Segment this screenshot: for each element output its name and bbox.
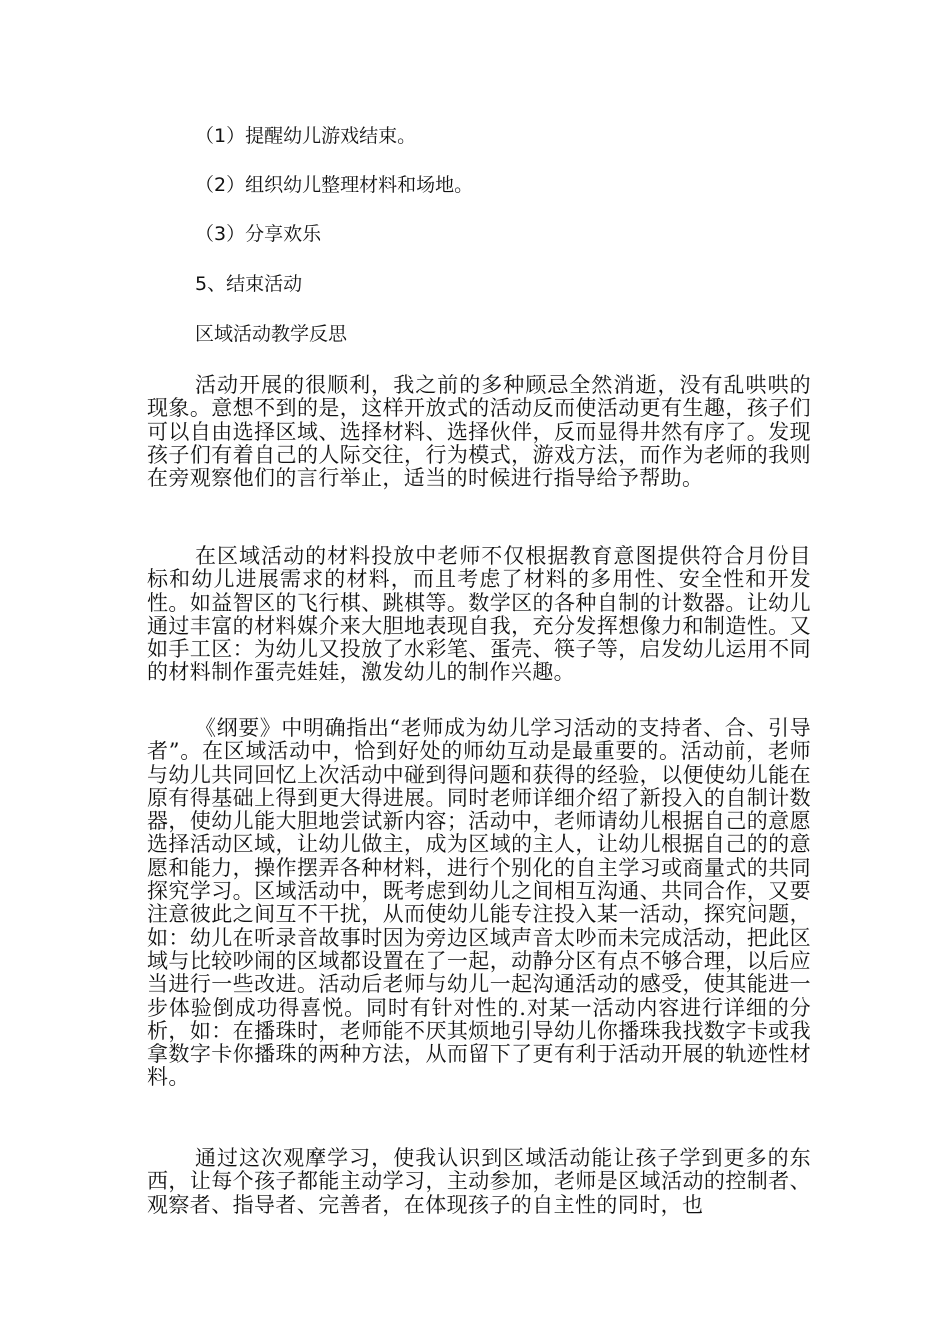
step-end-activity: 5、结束活动 [195,273,303,295]
section-heading-reflection: 区域活动教学反思 [195,323,348,345]
step-organize-materials: （2）组织幼儿整理材料和场地。 [195,174,474,196]
step-remind-end: （1）提醒幼儿游戏结束。 [195,125,417,147]
step-share-joy: （3）分享欢乐 [195,223,322,245]
paragraph-guideline-interaction: 《纲要》中明确指出“老师成为幼儿学习活动的支持者、合、引导者”。在区域活动中，恰到好处的师幼互动是最重要的。活动前，老师与幼儿共同回忆上次活动中碰到得问题和获得的经验，以便使幼儿能在原有得基础上得到更大得进展。同时老师详细介绍了新投入的自制计数器，使幼儿能大胆地尝试新内容；活动中，老师请幼儿根据自己的意愿选择活动区域，让幼儿做主，成为区域的主人，让幼儿根据自己的的意愿和能力，操作摆弄各种材料，进行个别化的自主学习或商量式的共同探究学习。区域活动中，既考虑到幼儿之间相互沟通、共同合作，又要注意彼此之间互不干扰，从而使幼儿能专注投入某一活动，探究问题，如：幼儿在听录音故事时因为旁边区域声音太吵而未完成活动，把此区域与比较吵闹的区域都设置在了一起，动静分区有点不够合理，以后应当进行一些改进。活动后老师与幼儿一起沟通活动的感受，使其能进一步体验倒成功得喜悦。同时有针对性的.对某一活动内容进行详细的分析，如：在播珠时，老师能不厌其烦地引导幼儿你播珠我找数字卡或我拿数字卡你播珠的两种方法，从而留下了更有利于活动开展的轨迹性材料。 [147,716,811,1090]
paragraph-activity-smooth: 活动开展的很顺利，我之前的多种顾忌全然消逝，没有乱哄哄的现象。意想不到的是，这样开放式的活动反而使活动更有生趣，孩子们可以自由选择区域、选择材料、选择伙伴，反而显得井然有序了。发现孩子们有着自己的人际交往，行为模式，游戏方法，而作为老师的我则在旁观察他们的言行举止，适当的时候进行指导给予帮助。 [147,373,811,491]
paragraph-observation-learning: 通过这次观摩学习，使我认识到区域活动能让孩子学到更多的东西，让每个孩子都能主动学习，主动参加，老师是区域活动的控制者、观察者、指导者、完善者，在体现孩子的自主性的同时，也 [147,1146,811,1217]
paragraph-material-placement: 在区域活动的材料投放中老师不仅根据教育意图提供符合月份目标和幼儿进展需求的材料，而且考虑了材料的多用性、安全性和开发性。如益智区的飞行棋、跳棋等。数学区的各种自制的计数器。让幼儿通过丰富的材料媒介来大胆地表现自我，充分发挥想像力和制造性。又如手工区：为幼儿又投放了水彩笔、蛋壳、筷子等，启发幼儿运用不同的材料制作蛋壳娃娃，激发幼儿的制作兴趣。 [147,544,811,685]
